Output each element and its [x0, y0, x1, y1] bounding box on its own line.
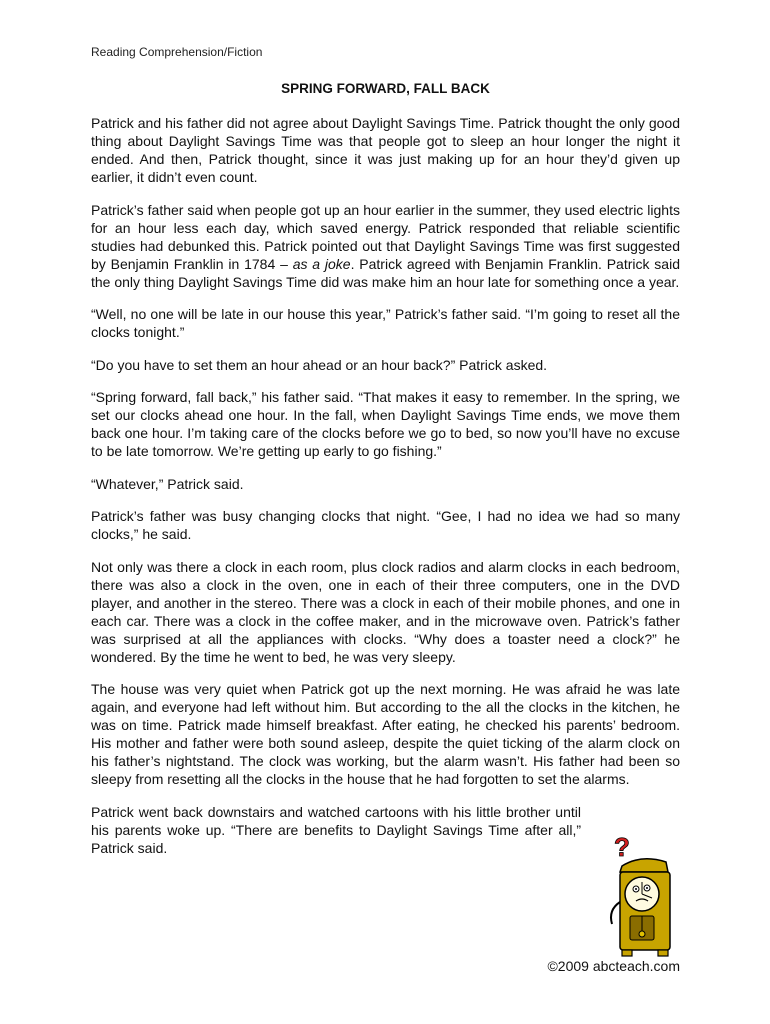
worksheet-page: [91, 0, 680, 1024]
paragraph-2-end: . Patrick agreed with Benjamin Franklin. Patrick said the only thing Daylight Savings Time did was make him an hour late for something once a year.: [91, 255, 680, 290]
category-label: Reading Comprehension/Fiction: [91, 45, 263, 59]
story-body: [91, 114, 680, 871]
paragraph-8: Not only was there a clock in each room, plus clock radios and alarm clocks in each bedroom, there was also a clock in the oven, one in each of their three computers, one in the DVD player, and another in the stereo. There was a clock in each of their mobile phones, and one in each car. There was a clock in the coffee maker, and in the microwave oven. Patrick’s father was surprised at all the appliances with clocks. “Why does a toaster need a clock?” he wondered. By the time he went to bed, he was very sleepy.: [91, 558, 680, 665]
paragraph-3: “Well, no one will be late in our house this year,” Patrick’s father said. “I’m going to reset all the clocks tonight.”: [91, 306, 680, 340]
paragraph-7: Patrick’s father was busy changing clocks that night. “Gee, I had no idea we had so many clocks,” he said.: [91, 508, 680, 542]
paragraph-2-start: Patrick’s father said when people got up an hour earlier in the summer, they used electric lights for an hour less each day, which saved energy. Patrick responded that reliable scientific studies had debunked this. Patrick pointed out that Daylight Savings Time was first suggested by Benjamin Franklin in 1784 –: [91, 201, 680, 272]
paragraph-2: [91, 201, 680, 291]
paragraph-1: Patrick and his father did not agree about Daylight Savings Time. Patrick thought the only good thing about Daylight Savings Time was that people got to sleep an hour longer the night it ended. And then, Patrick thought, since it was just making up for an hour they’d given up earlier, it didn’t even count.: [91, 115, 680, 185]
paragraph-6: “Whatever,” Patrick said.: [91, 475, 244, 492]
svg-text:?: ?: [614, 832, 630, 862]
grandfather-clock-cartoon-icon: [596, 832, 696, 960]
paragraph-4: “Do you have to set them an hour ahead or an hour back?” Patrick asked.: [91, 356, 548, 373]
paragraph-5: “Spring forward, fall back,” his father said. “That makes it easy to remember. In the spring, we set our clocks ahead one hour. In the fall, when Daylight Savings Time ends, we move them back one hour. I’m taking care of the clocks before we go to bed, so now you’ll have no excuse to be late tomorrow. We’re getting up early to go fishing.”: [91, 389, 680, 459]
paragraph-10: Patrick went back downstairs and watched cartoons with his little brother until his parents woke up. “There are benefits to Daylight Savings Time after all,” Patrick said.: [91, 803, 581, 856]
paragraph-9: The house was very quiet when Patrick got up the next morning. He was afraid he was late again, and everyone had left without him. But according to the all the clocks in the kitchen, he was on time. Patrick made himself breakfast. After eating, he checked his parents’ bedroom. His mother and father were both sound asleep, despite the quiet ticking of the alarm clock on his father’s nightstand. The clock was working, but the alarm wasn’t. His father had been so sleepy from resetting all the clocks in the house that he had forgotten to set the alarms.: [91, 681, 680, 787]
paragraph-2-italic: as a joke: [292, 255, 351, 272]
page-title: SPRING FORWARD, FALL BACK: [281, 81, 490, 96]
copyright-notice: ©2009 abcteach.com: [547, 958, 680, 974]
